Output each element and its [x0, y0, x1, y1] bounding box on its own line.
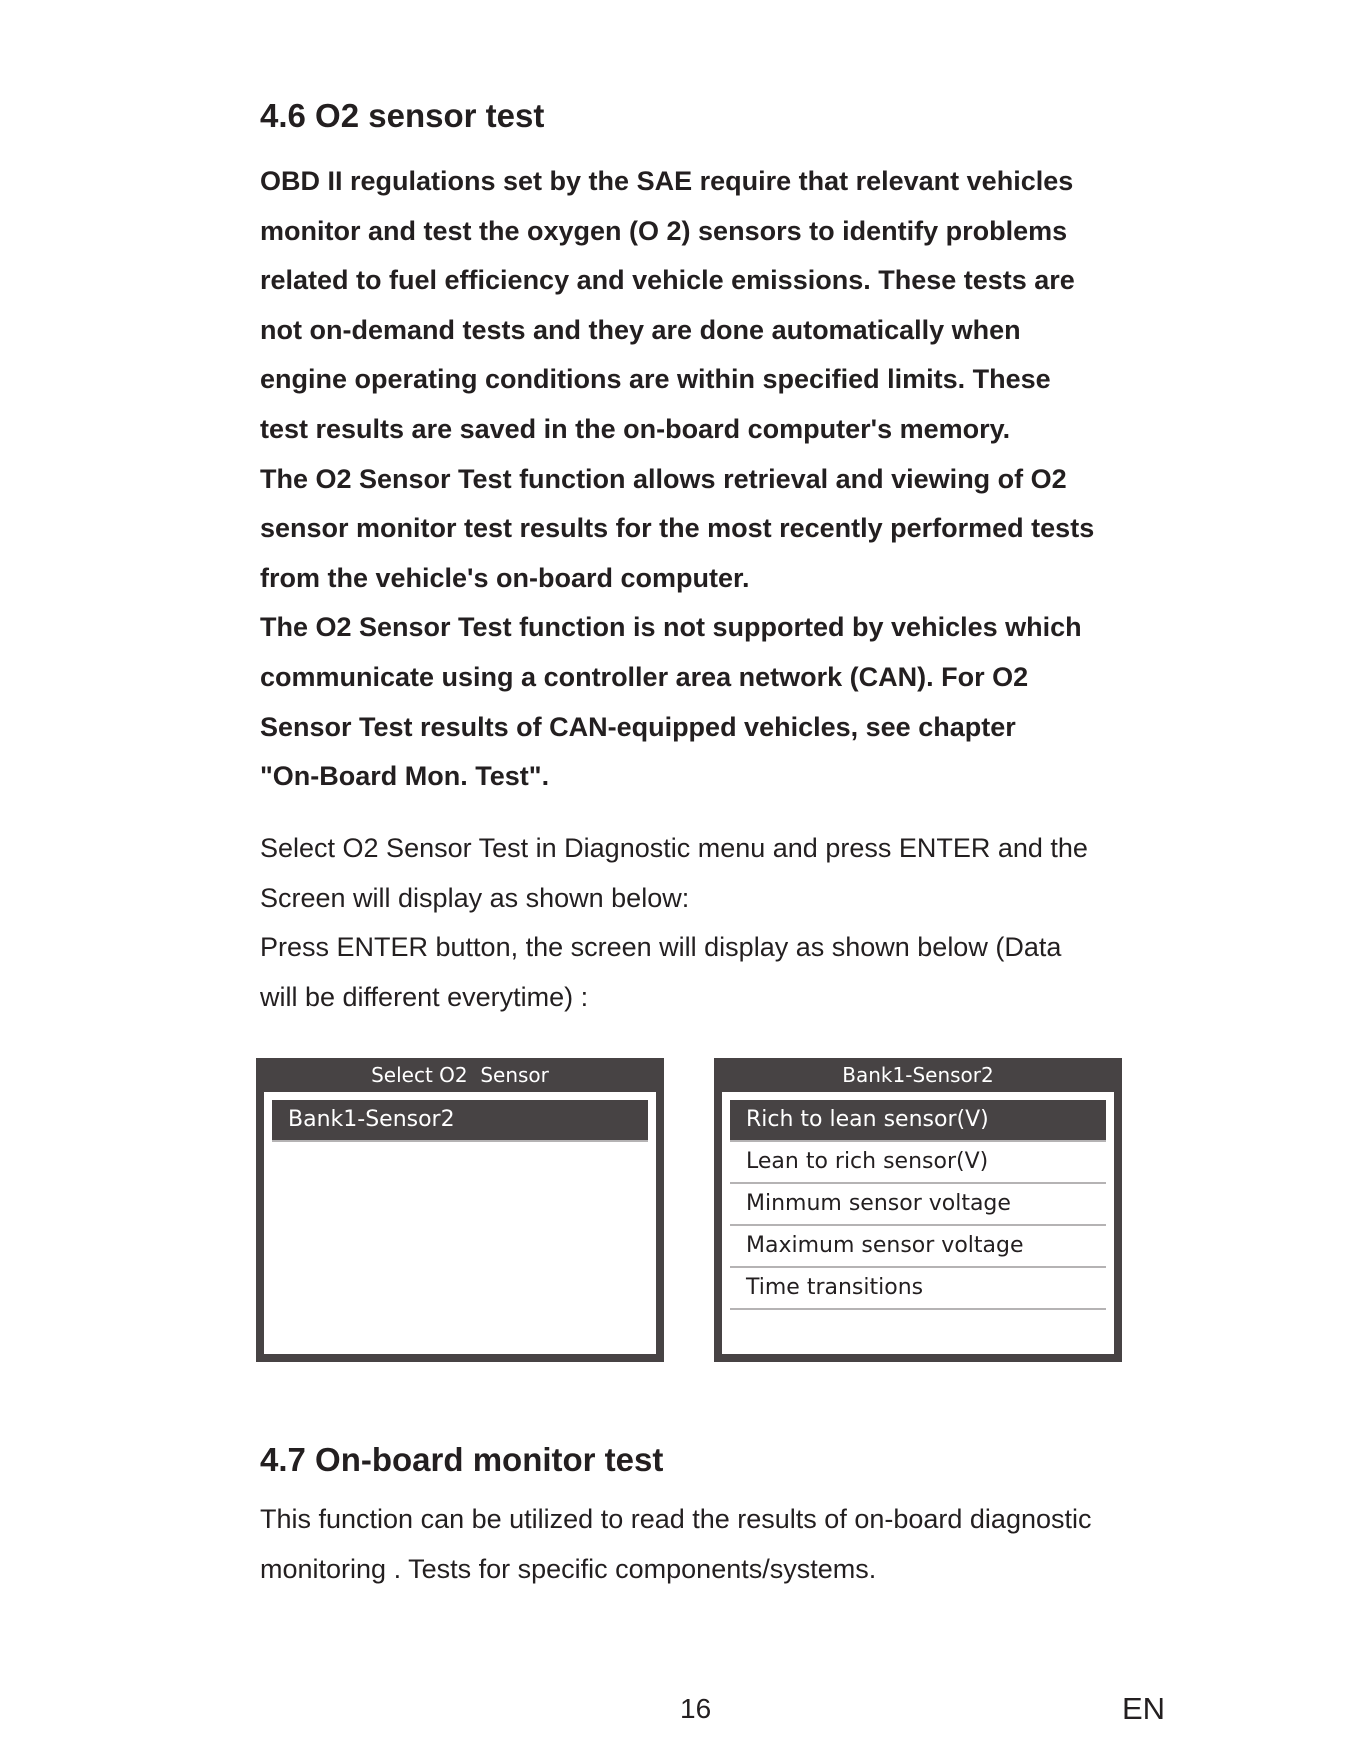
text-line: monitor and test the oxygen (O 2) sensors to identify problems [260, 215, 1068, 246]
text-line: Screen will display as shown below: [260, 882, 690, 913]
text-line: The O2 Sensor Test function is not supported by vehicles which [260, 612, 1082, 643]
menu-item-time-transitions[interactable]: Time transitions [730, 1268, 1106, 1310]
menu-item-rich-to-lean[interactable]: Rich to lean sensor(V) [730, 1100, 1106, 1142]
screen-title: Select O2 Sensor [371, 1063, 549, 1087]
section-heading: 4.7 On-board monitor test [260, 1441, 664, 1478]
text-line: communicate using a controller area network (CAN). For O2 [260, 661, 1029, 692]
screen-title: Bank1-Sensor2 [842, 1063, 994, 1087]
screen-menu [264, 1092, 656, 1354]
section-heading: 4.6 O2 sensor test [260, 97, 545, 134]
text-line: Press ENTER button, the screen will display as shown below (Data [260, 932, 1062, 963]
text-line: test results are saved in the on-board computer's memory. [260, 413, 1011, 444]
language-label: EN [1122, 1691, 1166, 1726]
menu-item-lean-to-rich[interactable]: Lean to rich sensor(V) [730, 1142, 1106, 1184]
bank1-sensor2-screen [714, 1058, 1122, 1362]
menu-item-min-voltage[interactable]: Minmum sensor voltage [730, 1184, 1106, 1226]
page-number: 16 [680, 1693, 712, 1724]
onboard-paragraph [260, 1495, 1092, 1594]
instruction-paragraph [260, 824, 1088, 1022]
select-o2-sensor-screen [256, 1058, 664, 1362]
text-line: "On-Board Mon. Test". [260, 761, 550, 792]
text-line: from the vehicle's on-board computer. [260, 562, 750, 593]
text-line: engine operating conditions are within specified limits. These [260, 364, 1051, 395]
text-line: OBD II regulations set by the SAE require that relevant vehicles [260, 166, 1074, 196]
text-line: will be different everytime) : [260, 981, 589, 1012]
text-line: related to fuel efficiency and vehicle emissions. These tests are [260, 265, 1075, 296]
text-line: Sensor Test results of CAN-equipped vehicles, see chapter [260, 711, 1016, 742]
intro-paragraph [260, 157, 1094, 802]
text-line: The O2 Sensor Test function allows retrieval and viewing of O2 [260, 463, 1067, 494]
text-line: monitoring . Tests for specific components/systems. [260, 1553, 877, 1584]
text-line: not on-demand tests and they are done automatically when [260, 314, 1021, 345]
text-line: Select O2 Sensor Test in Diagnostic menu and press ENTER and the [260, 833, 1088, 863]
menu-item-bank1-sensor2[interactable]: Bank1-Sensor2 [272, 1100, 648, 1142]
menu-item-max-voltage[interactable]: Maximum sensor voltage [730, 1226, 1106, 1268]
text-line: This function can be utilized to read the results of on-board diagnostic [260, 1504, 1092, 1534]
screen-menu [722, 1092, 1114, 1354]
text-line: sensor monitor test results for the most recently performed tests [260, 513, 1095, 544]
